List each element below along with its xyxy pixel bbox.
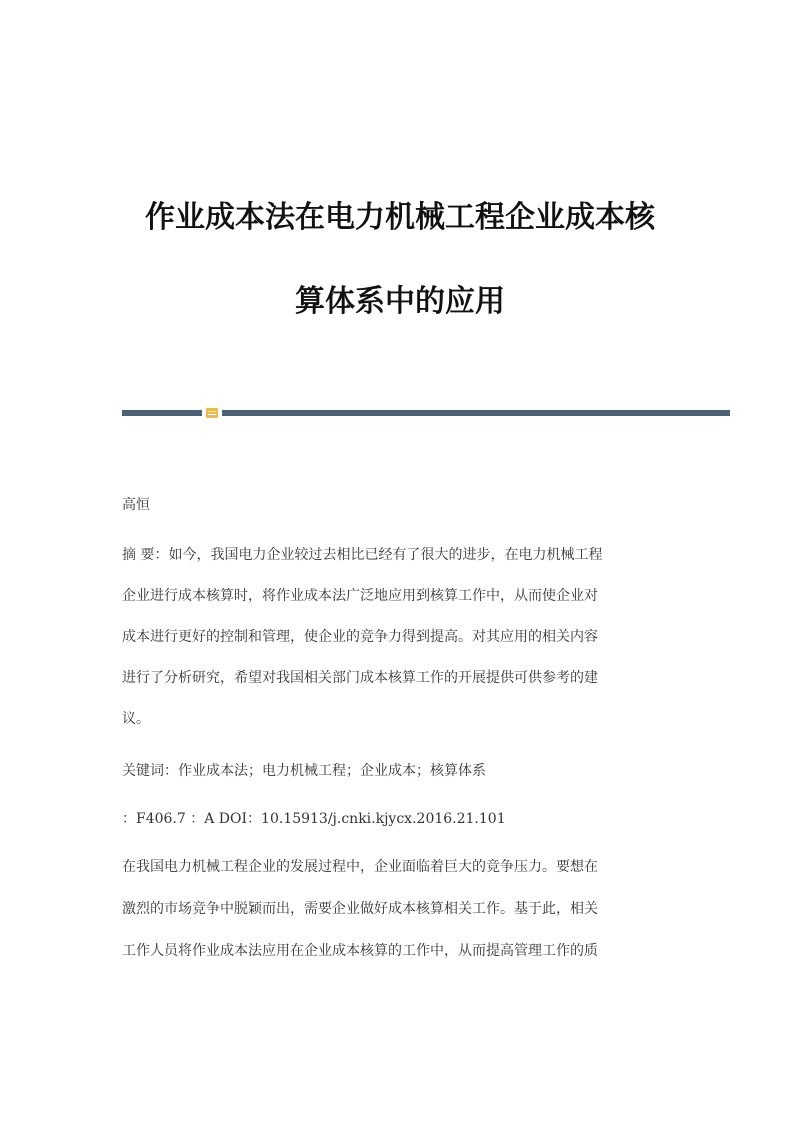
document-icon — [206, 408, 218, 418]
abstract-line-2: 企业进行成本核算时，将作业成本法广泛地应用到核算工作中，从而使企业对 — [122, 588, 598, 604]
divider-bar-right — [222, 410, 730, 416]
title-line-1: 作业成本法在电力机械工程企业成本核 — [145, 200, 655, 235]
keywords: 关键词：作业成本法；电力机械工程；企业成本；核算体系 — [122, 763, 486, 779]
title-line-2: 算体系中的应用 — [295, 284, 505, 319]
body-line-2: 激烈的市场竞争中脱颖而出，需要企业做好成本核算相关工作。基于此，相关 — [122, 901, 598, 917]
classification-doi: ：F406.7 ：A DOI：10.15913/j.cnki.kjycx.2016.21.101 — [122, 811, 506, 827]
abstract-line-5: 议。 — [122, 711, 150, 727]
title-divider — [122, 408, 730, 416]
body-line-1: 在我国电力机械工程企业的发展过程中，企业面临着巨大的竞争压力。要想在 — [122, 859, 598, 875]
abstract-line-3: 成本进行更好的控制和管理，使企业的竞争力得到提高。对其应用的相关内容 — [122, 629, 598, 645]
divider-bar-left — [122, 410, 202, 416]
abstract-line-4: 进行了分析研究，希望对我国相关部门成本核算工作的开展提供可供参考的建 — [122, 670, 598, 686]
author: 高恒 — [122, 497, 150, 513]
body-line-3: 工作人员将作业成本法应用在企业成本核算的工作中，从而提高管理工作的质 — [122, 943, 598, 959]
abstract-line-1: 摘 要：如今，我国电力企业较过去相比已经有了很大的进步，在电力机械工程 — [122, 547, 603, 563]
